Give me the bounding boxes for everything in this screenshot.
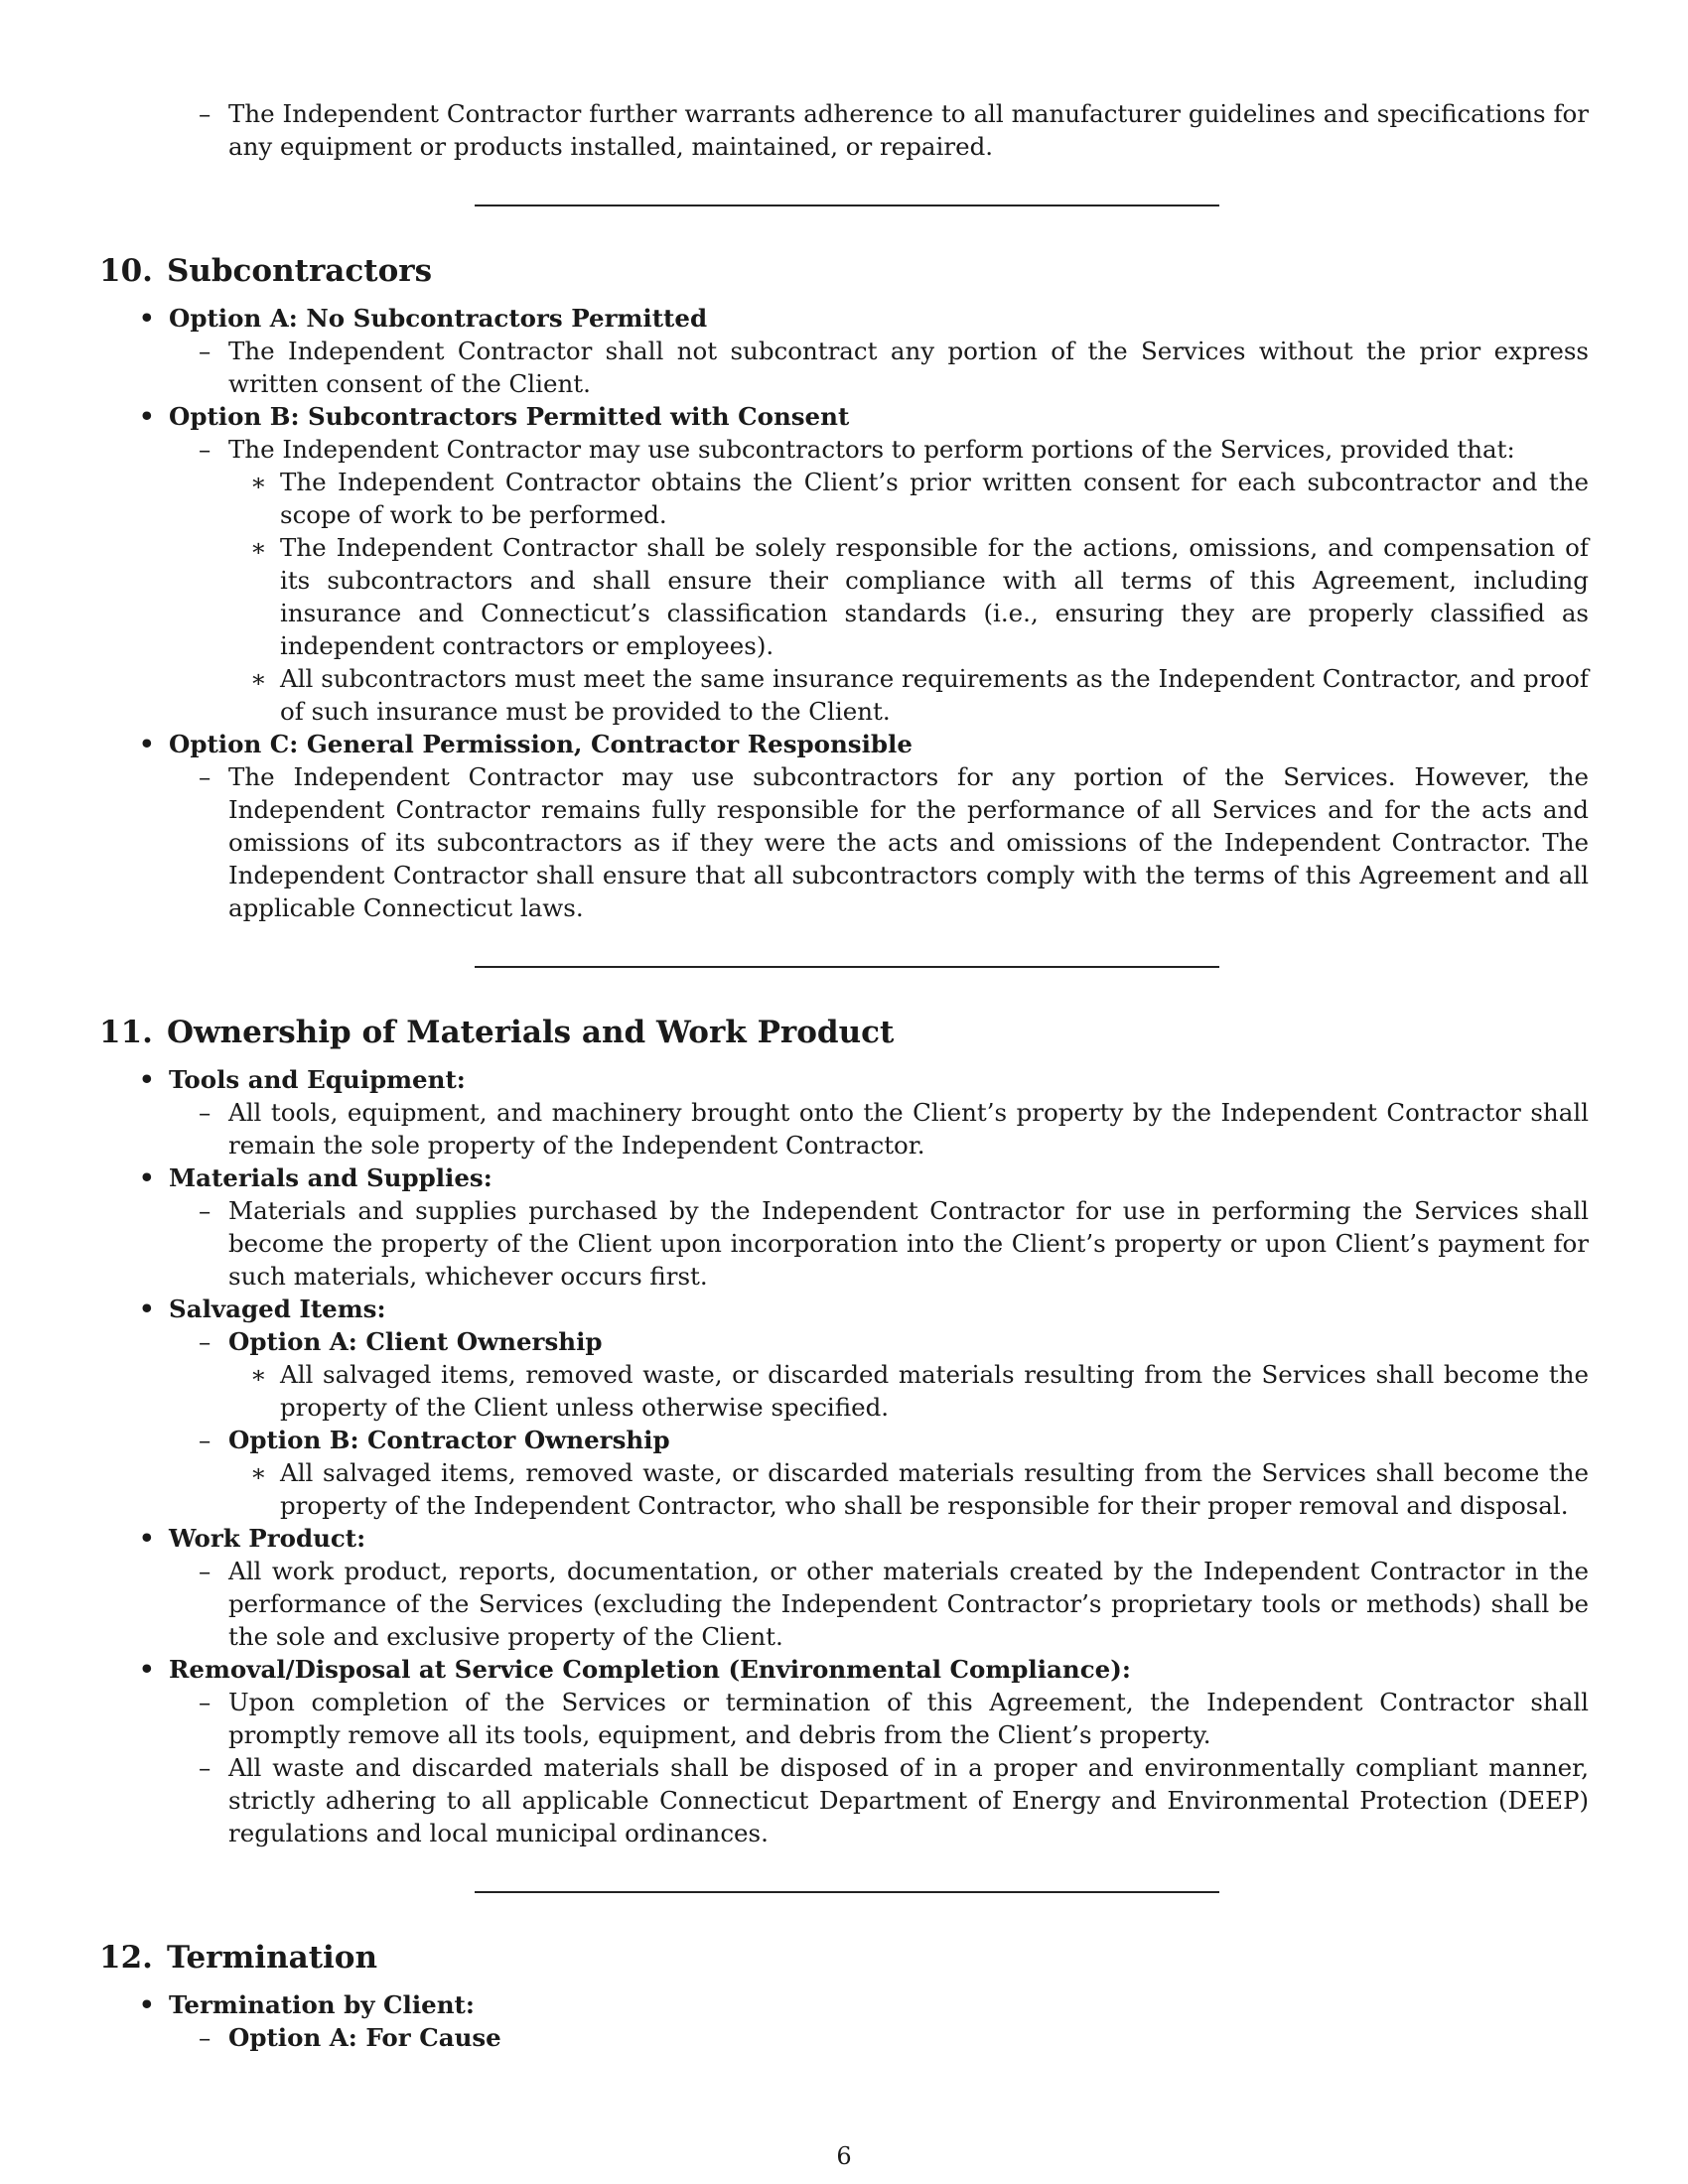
item-label: Removal/Disposal at Service Completion (Environmental Compliance): xyxy=(169,1655,1131,1684)
page-content xyxy=(99,97,1589,2054)
star-marker: ∗ xyxy=(250,533,267,562)
list-item xyxy=(99,1358,1589,1424)
list-item xyxy=(99,1161,1589,1194)
list-item xyxy=(99,97,1589,163)
list-item xyxy=(99,1686,1589,1751)
dash-marker: – xyxy=(199,435,211,464)
list-item xyxy=(99,400,1589,433)
item-text: All waste and discarded materials shall be disposed of in a proper and environmentally compliant manner, strictly adhering to all applicable Connecticut Department of Energy and Environmental Protection (DEEP) regulations and local municipal ordinances. xyxy=(228,1753,1589,1847)
item-text: All subcontractors must meet the same insurance requirements as the Independent Contractor, and proof of such insurance must be provided to the Client. xyxy=(280,664,1589,726)
list-item xyxy=(99,335,1589,400)
section-title: Subcontractors xyxy=(166,253,433,289)
list-item xyxy=(99,1325,1589,1358)
section-title: Ownership of Materials and Work Product xyxy=(166,1015,895,1050)
option-label: Option A: Client Ownership xyxy=(228,1327,603,1356)
bullet-marker: • xyxy=(139,1065,155,1094)
item-text: All salvaged items, removed waste, or discarded materials resulting from the Services shall become the property of the Client unless otherwise specified. xyxy=(280,1360,1589,1422)
section-divider xyxy=(475,1891,1219,1893)
item-label: Work Product: xyxy=(169,1524,366,1553)
item-label: Salvaged Items: xyxy=(169,1295,386,1323)
star-marker: ∗ xyxy=(250,468,267,496)
section-heading-12 xyxy=(99,1937,1589,1979)
dash-marker: – xyxy=(199,1196,211,1225)
list-item xyxy=(99,1522,1589,1555)
list-item xyxy=(99,1063,1589,1096)
dash-marker: – xyxy=(199,1327,211,1356)
bullet-marker: • xyxy=(139,402,155,431)
list-item xyxy=(99,466,1589,531)
item-text: Materials and supplies purchased by the Independent Contractor for use in performing the Services shall become the property of the Client upon incorporation into the Client’s property or upon Client’s payment for such materials, whichever occurs first. xyxy=(228,1196,1589,1291)
bullet-marker: • xyxy=(139,730,155,758)
section-number: 12. xyxy=(99,1940,153,1976)
bullet-marker: • xyxy=(139,1295,155,1323)
option-label: Option A: No Subcontractors Permitted xyxy=(169,304,708,333)
list-item xyxy=(99,1456,1589,1522)
item-label: Termination by Client: xyxy=(169,1990,475,2019)
list-item xyxy=(99,1194,1589,1293)
section-number: 10. xyxy=(99,253,153,289)
bullet-marker: • xyxy=(139,1163,155,1192)
list-item xyxy=(99,662,1589,728)
list-item xyxy=(99,1555,1589,1653)
bullet-marker: • xyxy=(139,1655,155,1684)
item-label: Materials and Supplies: xyxy=(169,1163,492,1192)
item-text: Upon completion of the Services or termination of this Agreement, the Independent Contractor shall promptly remove all its tools, equipment, and debris from the Client’s property. xyxy=(228,1688,1589,1749)
item-text: All salvaged items, removed waste, or discarded materials resulting from the Services shall become the property of the Independent Contractor, who shall be responsible for their proper removal and disposal. xyxy=(280,1458,1589,1520)
list-item xyxy=(99,1988,1589,2021)
star-marker: ∗ xyxy=(250,664,267,693)
section-divider xyxy=(475,205,1219,206)
list-item xyxy=(99,433,1589,466)
list-item xyxy=(99,1424,1589,1456)
section-title: Termination xyxy=(166,1940,378,1976)
list-item xyxy=(99,1751,1589,1849)
item-text: The Independent Contractor obtains the Client’s prior written consent for each subcontractor and the scope of work to be performed. xyxy=(280,468,1589,529)
list-item xyxy=(99,2021,1589,2054)
dash-marker: – xyxy=(199,1688,211,1716)
list-item xyxy=(99,302,1589,335)
list-item xyxy=(99,728,1589,760)
item-text: All tools, equipment, and machinery brought onto the Client’s property by the Independent Contractor shall remain the sole property of the Independent Contractor. xyxy=(228,1098,1589,1160)
list-item xyxy=(99,1653,1589,1686)
section-number: 11. xyxy=(99,1015,153,1050)
item-text: The Independent Contractor may use subcontractors for any portion of the Services. However, the Independent Contractor remains fully responsible for the performance of all Services and for the acts and omissions of its subcontractors as if they were the acts and omissions of the Independent Contractor. The Independent Contractor shall ensure that all subcontractors comply with the terms of this Agreement and all applicable Connecticut laws. xyxy=(228,762,1589,922)
list-item xyxy=(99,1096,1589,1161)
dash-marker: – xyxy=(199,337,211,365)
bullet-marker: • xyxy=(139,1990,155,2019)
option-label: Option B: Contractor Ownership xyxy=(228,1426,670,1454)
star-marker: ∗ xyxy=(250,1458,267,1487)
star-marker: ∗ xyxy=(250,1360,267,1389)
option-label: Option C: General Permission, Contractor Responsible xyxy=(169,730,913,758)
item-text: All work product, reports, documentation, or other materials created by the Independent Contractor in the performance of the Services (excluding the Independent Contractor’s proprietary tools or methods) shall be the sole and exclusive property of the Client. xyxy=(228,1557,1589,1651)
list-item xyxy=(99,531,1589,662)
bullet-marker: • xyxy=(139,304,155,333)
item-text: The Independent Contractor shall not subcontract any portion of the Services without the prior express written consent of the Client. xyxy=(228,337,1589,398)
list-item xyxy=(99,760,1589,924)
section-heading-11 xyxy=(99,1012,1589,1053)
dash-marker: – xyxy=(199,1426,211,1454)
item-text: The Independent Contractor may use subcontractors to perform portions of the Services, provided that: xyxy=(228,435,1515,464)
section-heading-10 xyxy=(99,250,1589,292)
dash-marker: – xyxy=(199,1098,211,1127)
section-divider xyxy=(475,966,1219,968)
item-label: Tools and Equipment: xyxy=(169,1065,466,1094)
dash-marker: – xyxy=(199,2023,211,2052)
list-item xyxy=(99,1293,1589,1325)
item-text: The Independent Contractor shall be solely responsible for the actions, omissions, and compensation of its subcontractors and shall ensure their compliance with all terms of this Agreement, including insurance and Connecticut’s classification standards (i.e., ensuring they are properly classified as independent contractors or employees). xyxy=(280,533,1589,660)
dash-marker: – xyxy=(199,762,211,791)
option-label: Option A: For Cause xyxy=(228,2023,501,2052)
dash-marker: – xyxy=(199,99,211,128)
page-number: 6 xyxy=(836,2142,852,2170)
item-text: The Independent Contractor further warrants adherence to all manufacturer guidelines and specifications for any equipment or products installed, maintained, or repaired. xyxy=(228,99,1589,161)
dash-marker: – xyxy=(199,1557,211,1585)
bullet-marker: • xyxy=(139,1524,155,1553)
dash-marker: – xyxy=(199,1753,211,1782)
option-label: Option B: Subcontractors Permitted with Consent xyxy=(169,402,850,431)
